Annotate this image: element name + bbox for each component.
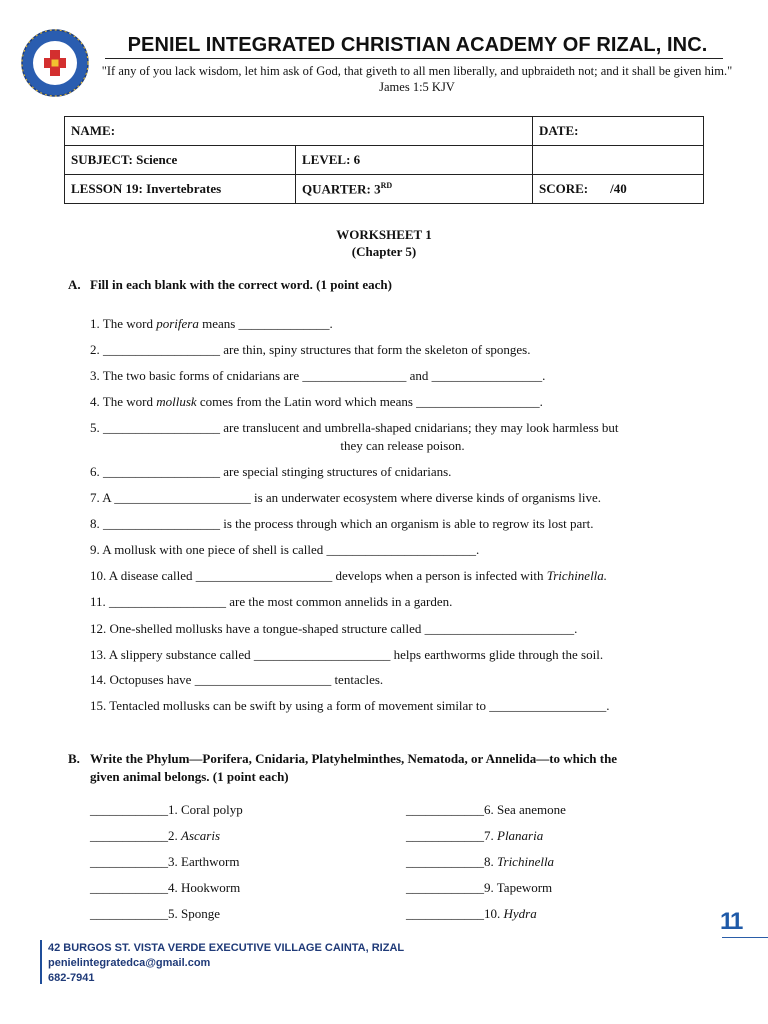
answer-blank: ____________ [406,828,484,843]
footer-address: 42 BURGOS ST. VISTA VERDE EXECUTIVE VILLAGE CAINTA, RIZAL [48,942,405,954]
empty-cell [533,146,704,175]
question-1[interactable] [90,315,715,333]
item-label: 4. Hookworm [168,880,241,895]
phylum-item-3[interactable] [90,854,239,870]
item-label: Hydra [503,906,537,921]
question-5[interactable] [90,419,715,455]
lesson-label: LESSON 19: Invertebrates [71,181,222,196]
question-15[interactable]: 15. Tentacled mollusks can be swift by using a form of movement similar to __________________. [90,698,610,713]
level-label: LEVEL: 6 [302,152,361,167]
score-label: SCORE: [539,181,589,196]
phylum-item-2[interactable] [90,828,220,844]
question-13[interactable]: 13. A slippery substance called _____________________ helps earthworms glide through the soil. [90,647,604,662]
phylum-item-10[interactable] [406,906,537,922]
q5-line2: they can release poison. [340,438,465,453]
question-2[interactable]: 2. __________________ are thin, spiny structures that form the skeleton of sponges. [90,342,531,357]
name-label: NAME: [71,123,116,138]
q10-text: 10. A disease called _____________________ develops when a person is infected with [90,568,547,583]
q1-blank: means ______________. [198,316,333,331]
section-b-instruction-line2: given animal belongs. (1 point each) [90,769,289,784]
item-label: 5. Sponge [168,906,220,921]
q4-text: 4. The word [90,394,157,409]
answer-blank: ____________ [406,880,484,895]
lesson-cell [65,175,296,204]
section-a-heading [68,276,718,294]
q4-term: mollusk [156,394,197,409]
level-cell [296,146,533,175]
item-label: 3. Earthworm [168,854,240,869]
item-label: Planaria [497,828,544,843]
item-label: 6. Sea anemone [484,802,566,817]
page-number-rule [722,937,768,938]
page-number: 11 [720,908,742,935]
item-number: 7. [484,828,497,843]
question-6[interactable]: 6. __________________ are special stinging structures of cnidarians. [90,464,452,479]
item-number: 8. [484,854,497,869]
phylum-item-8[interactable] [406,854,554,870]
school-name: PENIEL INTEGRATED CHRISTIAN ACADEMY OF RIZAL, INC. [127,34,708,56]
answer-blank: ____________ [406,906,484,921]
question-11[interactable]: 11. __________________ are the most common annelids in a garden. [90,594,453,609]
footer-phone: 682-7941 [48,972,95,984]
q4-blank: comes from the Latin word which means ___________________. [196,394,543,409]
item-label: 9. Tapeworm [484,880,553,895]
answer-blank: ____________ [406,802,484,817]
quarter-superscript: RD [380,180,393,190]
phylum-item-5[interactable] [90,906,220,922]
answer-blank: ____________ [90,828,168,843]
question-4[interactable] [90,393,715,411]
question-9[interactable]: 9. A mollusk with one piece of shell is called _______________________. [90,542,480,557]
section-a-letter: A. [68,277,81,292]
item-number: 2. [168,828,181,843]
q5-line1: 5. __________________ are translucent and umbrella-shaped cnidarians; they may look harmless but [90,420,619,435]
footer-contact [48,941,404,986]
section-b-heading [68,750,718,786]
subject-label: SUBJECT: Science [71,152,178,167]
answer-blank: ____________ [90,854,168,869]
question-12[interactable]: 12. One-shelled mollusks have a tongue-shaped structure called _______________________. [90,621,578,636]
date-cell[interactable] [533,117,704,146]
item-label: Ascaris [181,828,220,843]
subject-cell [65,146,296,175]
name-cell[interactable] [65,117,533,146]
section-b-letter: B. [68,751,80,766]
phylum-item-1[interactable] [90,802,243,818]
q1-term: porifera [156,316,199,331]
q10-term: Trichinella. [546,568,608,583]
section-a-instruction: Fill in each blank with the correct word. (1 point each) [90,277,392,292]
score-cell[interactable] [533,175,704,204]
question-8[interactable]: 8. __________________ is the process through which an organism is able to regrow its lost part. [90,516,594,531]
item-label: Trichinella [497,854,555,869]
item-label: 1. Coral polyp [168,802,243,817]
quarter-cell [296,175,533,204]
school-seal-logo [20,28,90,98]
question-10[interactable] [90,567,715,585]
section-b-instruction-line1: Write the Phylum—Porifera, Cnidaria, Platyhelminthes, Nematoda, or Annelida—to which the [90,751,618,766]
answer-blank: ____________ [90,802,168,817]
phylum-item-9[interactable] [406,880,552,896]
footer-email[interactable]: penielintegratedca@gmail.com [48,957,211,969]
q1-text: 1. The word [90,316,157,331]
footer-accent-bar [40,940,42,984]
date-label: DATE: [539,123,579,138]
quarter-label: QUARTER: 3 [302,181,381,197]
answer-blank: ____________ [90,880,168,895]
score-total: /40 [610,181,627,196]
phylum-item-6[interactable] [406,802,566,818]
question-7[interactable]: 7. A _____________________ is an underwater ecosystem where diverse kinds of organisms live. [90,490,602,505]
answer-blank: ____________ [90,906,168,921]
bible-verse: "If any of you lack wisdom, let him ask of God, that giveth to all men liberally, and upbraideth not; and it shall be given him." James 1:5 KJV [101,64,733,94]
phylum-item-4[interactable] [90,880,240,896]
chapter-label: (Chapter 5) [351,244,417,259]
item-number: 10. [484,906,504,921]
student-info-table [64,116,704,204]
phylum-item-7[interactable] [406,828,543,844]
answer-blank: ____________ [406,854,484,869]
worksheet-title: WORKSHEET 1 [336,227,432,242]
question-14[interactable]: 14. Octopuses have _____________________ tentacles. [90,672,384,687]
title-underline [105,58,723,59]
question-3[interactable]: 3. The two basic forms of cnidarians are ________________ and _________________. [90,368,546,383]
